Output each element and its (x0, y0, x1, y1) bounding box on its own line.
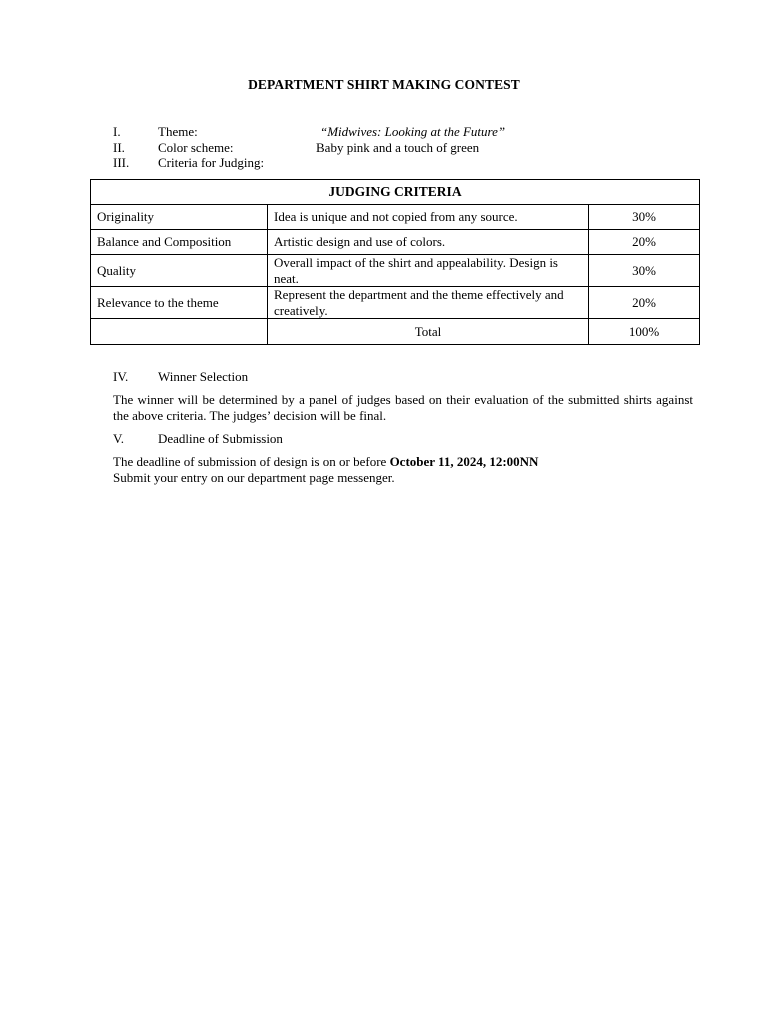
info-label: Color scheme: (158, 139, 234, 155)
table-header-row (91, 180, 700, 205)
info-item-color-scheme (113, 140, 713, 156)
description-cell: Idea is unique and not copied from any source. (268, 205, 589, 230)
weight-cell: 20% (589, 287, 700, 319)
deadline-text: The deadline of submission of design is on or before (113, 454, 390, 469)
weight-cell: 30% (589, 255, 700, 287)
criterion-cell: Quality (91, 255, 268, 287)
section-number: IV. (113, 369, 129, 384)
weight-cell: 20% (589, 230, 700, 255)
info-number: I. (113, 124, 121, 139)
description-cell: Artistic design and use of colors. (268, 230, 589, 255)
deadline-paragraph (113, 454, 693, 485)
table-header: JUDGING CRITERIA (91, 180, 700, 205)
empty-cell (91, 319, 268, 345)
winner-selection-paragraph: The winner will be determined by a panel of judges based on their evaluation of the submitted shirts against the above criteria. The judges’ decision will be final. (113, 392, 693, 423)
section-label: Winner Selection (158, 369, 249, 384)
info-label: Theme: (158, 124, 198, 139)
criterion-cell: Relevance to the theme (91, 287, 268, 319)
info-number: II. (113, 139, 125, 155)
total-label: Total (268, 319, 589, 345)
table-total-row (91, 319, 700, 345)
weight-cell: 30% (589, 205, 700, 230)
table-row (91, 230, 700, 255)
contest-info-list (113, 124, 713, 171)
table-row (91, 255, 700, 287)
table-row (91, 205, 700, 230)
table-row (91, 287, 700, 319)
criterion-cell: Balance and Composition (91, 230, 268, 255)
document-title: DEPARTMENT SHIRT MAKING CONTEST (248, 77, 520, 92)
info-label: Criteria for Judging: (158, 155, 265, 170)
description-cell: Overall impact of the shirt and appealability. Design is neat. (268, 255, 589, 287)
info-number: III. (113, 155, 130, 170)
total-value: 100% (589, 319, 700, 345)
judging-criteria-table (90, 179, 700, 345)
section-number: V. (113, 431, 124, 446)
color-scheme-value: Baby pink and a touch of green (316, 139, 480, 155)
info-item-theme (113, 124, 713, 140)
description-cell: Represent the department and the theme effectively and creatively. (268, 287, 589, 319)
section-label: Deadline of Submission (158, 431, 283, 446)
deadline-line (113, 454, 693, 470)
submission-instruction: Submit your entry on our department page messenger. (113, 469, 395, 485)
criterion-cell: Originality (91, 205, 268, 230)
theme-value: “Midwives: Looking at the Future” (320, 124, 506, 139)
info-item-criteria (113, 155, 713, 171)
deadline-date: October 11, 2024, 12:00NN (389, 454, 539, 469)
